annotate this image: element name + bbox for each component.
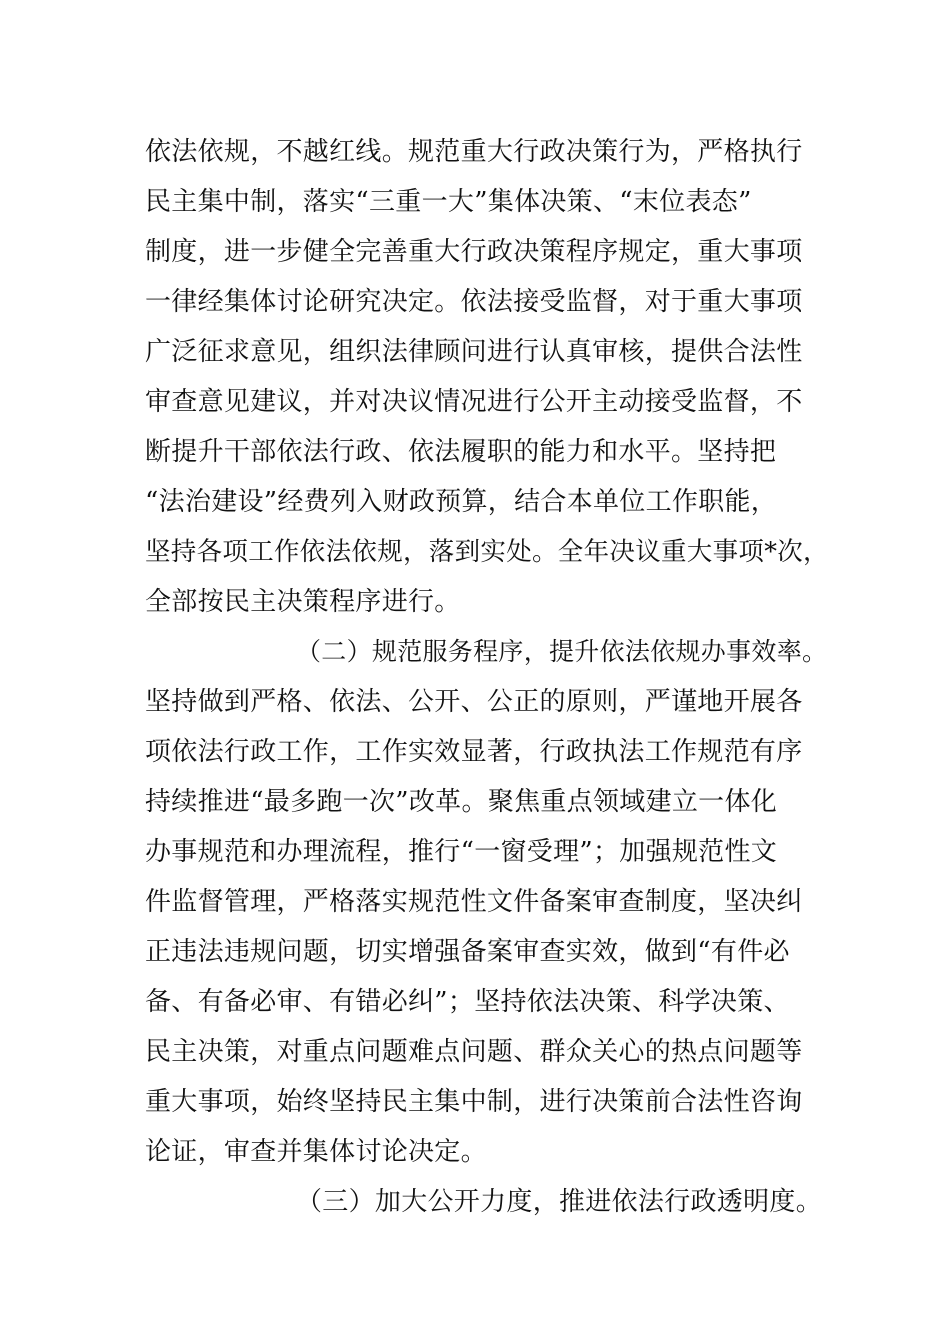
text-line: 办事规范和办理流程，推行“一窗受理”；加强规范性文: [145, 837, 778, 867]
text-line: “法治建设”经费列入财政预算，结合本单位工作职能，: [145, 487, 778, 517]
text-line: 广泛征求意见，组织法律顾问进行认真审核，提供合法性: [145, 337, 803, 367]
text-line: 坚持做到严格、依法、公开、公正的原则，严谨地开展各: [145, 687, 803, 717]
text-line: 制度，进一步健全完善重大行政决策程序规定，重大事项: [145, 237, 803, 267]
section-heading-2: （二）规范服务程序，提升依法依规办事效率。: [296, 637, 828, 666]
text-line: 项依法行政工作，工作实效显著，行政执法工作规范有序: [145, 737, 803, 767]
text-line: 持续推进“最多跑一次”改革。聚焦重点领域建立一体化: [145, 787, 778, 817]
text-line: 民主集中制，落实“三重一大”集体决策、“末位表态”: [145, 187, 752, 217]
text-line: 论证，审查并集体讨论决定。: [145, 1137, 487, 1167]
text-line: 审查意见建议，并对决议情况进行公开主动接受监督，不: [145, 387, 803, 417]
text-line: 依法依规，不越红线。规范重大行政决策行为，严格执行: [145, 137, 803, 167]
section-heading-3: （三）加大公开力度，推进依法行政透明度。: [296, 1187, 823, 1217]
text-line: 重大事项，始终坚持民主集中制，进行决策前合法性咨询: [145, 1087, 803, 1117]
text-line: 备、有备必审、有错必纠”；坚持依法决策、科学决策、: [145, 987, 790, 1017]
text-line: 坚持各项工作依法依规，落到实处。全年决议重大事项*次，: [145, 537, 829, 567]
text-line: 民主决策，对重点问题难点问题、群众关心的热点问题等: [145, 1037, 803, 1067]
text-line: 一律经集体讨论研究决定。依法接受监督，对于重大事项: [145, 287, 803, 317]
text-line: 全部按民主决策程序进行。: [145, 587, 461, 617]
text-line: 件监督管理，严格落实规范性文件备案审查制度，坚决纠: [145, 887, 803, 917]
text-line: 正违法违规问题，切实增强备案审查实效，做到“有件必: [145, 937, 790, 967]
text-line: 断提升干部依法行政、依法履职的能力和水平。坚持把: [145, 437, 777, 467]
